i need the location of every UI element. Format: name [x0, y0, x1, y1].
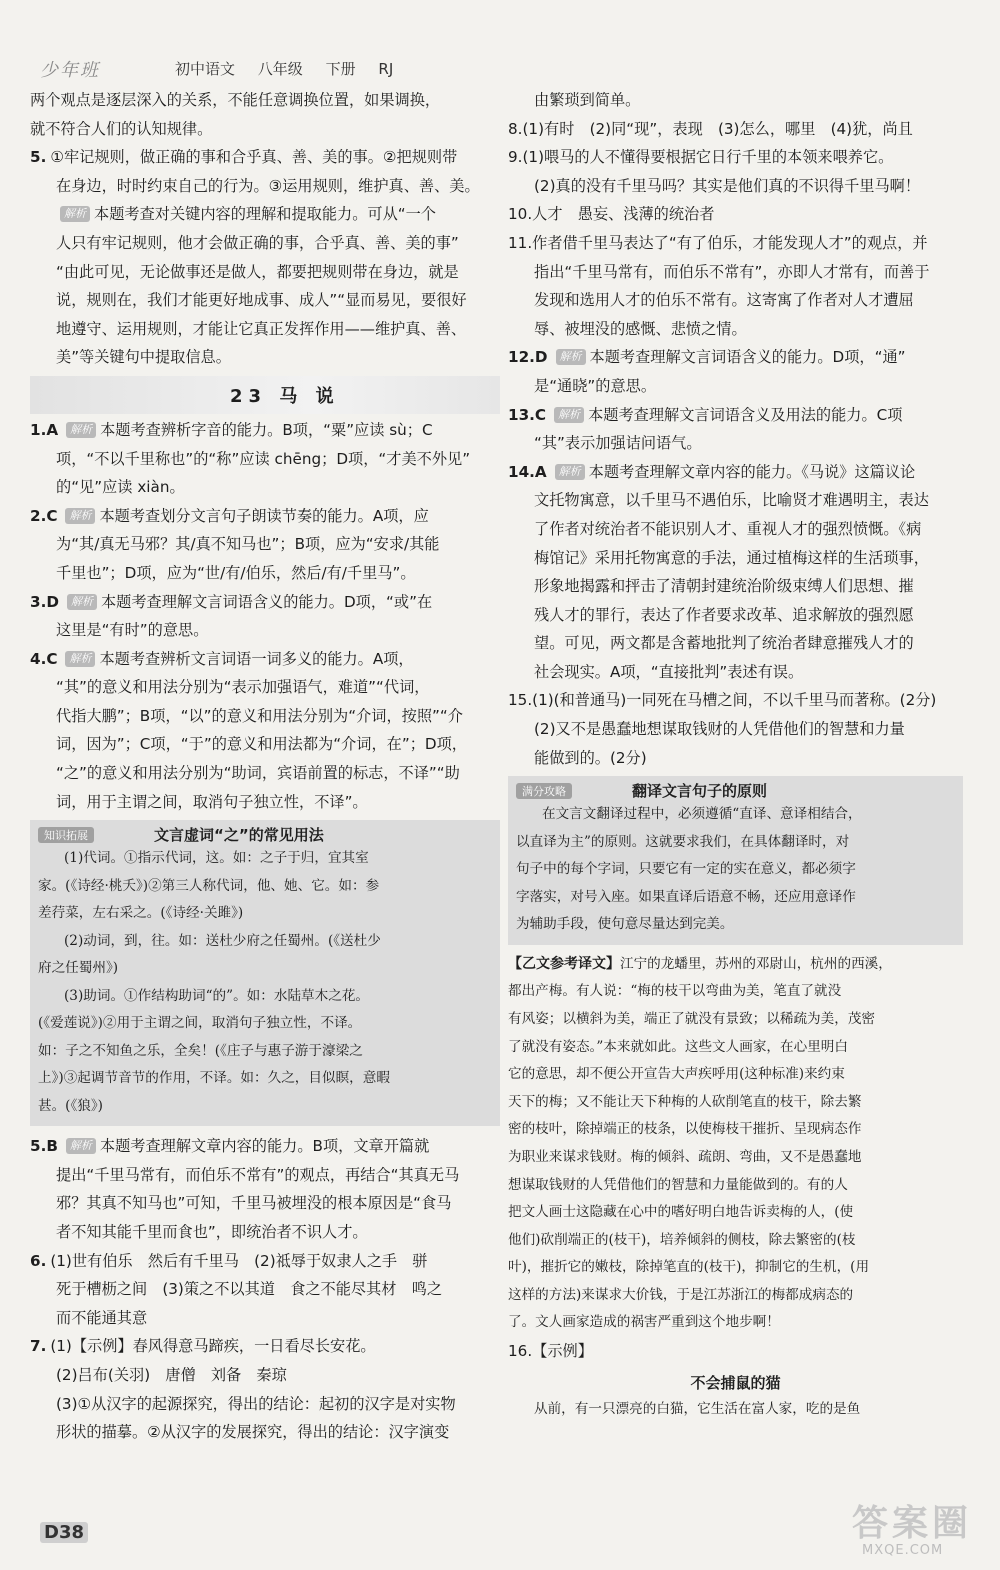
text-line: 上》)③起调节音节的作用，不译。如：久之，目似瞑，意暇	[38, 1070, 390, 1087]
box-title: 文言虚词“之”的常见用法	[154, 826, 324, 845]
answer-4	[30, 645, 500, 817]
text-line: 在文言文翻译过程中，必须遵循“直译、意译相结合，	[542, 806, 862, 823]
knowledge-box	[30, 820, 500, 1126]
text-line: 密的枝叶，除掉端正的枝条，以使梅枝干摧折、呈现病态作	[508, 1121, 862, 1138]
right-column	[508, 86, 963, 1423]
essay-text: 从前，有一只漂亮的白猫，它生活在富人家，吃的是鱼	[534, 1400, 861, 1417]
text-line: 本题考查划分文言句子朗读节奏的能力。A项，应	[99, 506, 429, 525]
text-line: 天下的梅；又不能让天下种梅的人砍削笔直的枝干，除去繁	[508, 1093, 862, 1110]
text-line: 差荇菜，左右采之。(《诗经·关雎》)	[38, 905, 244, 922]
text-line: 甚。(《狼》)	[38, 1097, 103, 1114]
answer-6	[30, 1247, 500, 1333]
question-number: 12.D	[508, 348, 548, 367]
text-line: 本题考查辨析文言词语一词多义的能力。A项，	[99, 649, 414, 668]
answer-9: 9.(1)喂马的人不懂得要根据它日行千里的本领来喂养它。	[508, 148, 894, 167]
text-line: 文托物寓意，以千里马不遇伯乐，比喻贤才难遇明主，表达	[534, 491, 929, 510]
left-column	[30, 86, 500, 1447]
analysis-tag: 解析	[554, 407, 584, 423]
text-line: 梅馆记》采用托物寓意的手法，通过植梅这样的生活琐事，	[534, 548, 929, 567]
text-line: 本题考查辨析字音的能力。B项，“粟”应读 sù；C	[100, 420, 433, 439]
text-line: 发现和选用人才的伯乐不常有。这寄寓了作者对人才遭屈	[534, 291, 914, 310]
text-line: 字落实，对号入座。如果直译后语意不畅，还应用意译作	[516, 888, 856, 905]
analysis-tag: 解析	[67, 594, 97, 610]
text-line: 形状的描摹。②从汉字的发展探究，得出的结论：汉字演变	[56, 1423, 450, 1442]
text-line: 想谋取钱财的人凭借他们的智慧和力量能做到的。有的人	[508, 1176, 848, 1193]
text-line: 形象地揭露和抨击了清朝封建统治阶级束缚人们思想、摧	[534, 577, 914, 596]
text-line: (2)真的没有千里马吗？其实是他们真的不识得千里马啊！	[534, 176, 921, 195]
text-line: (1)代词。①指示代词，这。如：之子于归，宜其室	[64, 850, 369, 867]
text-line: 人只有牢记规则，他才会做正确的事，合乎真、善、美的事”	[56, 233, 459, 252]
text-line: 为职业来谋求钱财。梅的倾斜、疏朗、弯曲，又不是愚蠢地	[508, 1148, 862, 1165]
text-line: (2)吕布(关羽) 唐僧 刘备 秦琼	[56, 1366, 287, 1384]
brand-logo: 少年班	[40, 60, 100, 81]
text-line: 而不能通其意	[56, 1308, 148, 1327]
text-line: 项，“不以千里称也”的“称”应读 chēng；D项，“才美不外见”	[56, 449, 471, 468]
text-line: 就不符合人们的认知规律。	[30, 119, 213, 138]
translation-section	[508, 951, 963, 1337]
text-line: 这样的方法)来谋求大价钱，于是江苏浙江的梅都成病态的	[508, 1286, 854, 1303]
text-line: 代指大鹏”；B项，“以”的意义和用法分别为“介词，按照”“介	[56, 706, 463, 725]
question-number: 5.B	[30, 1137, 58, 1156]
text-line: 残人才的罪行，表达了作者要求改革、追求解放的强烈愿	[534, 605, 914, 624]
text-line: 家。(《诗经·桃夭》)②第三人称代词，他、她、它。如：参	[38, 877, 380, 894]
text-line: 美”等关键句中提取信息。	[56, 348, 231, 367]
text-line: 说，规则在，我们才能更好地成事、成人”“显而易见，要很好	[56, 291, 467, 310]
text-line: 为“其/真无马邪？其/真不知马也”；B项，应为“安求/其能	[56, 535, 440, 554]
answer-12	[508, 343, 963, 400]
text-line: 他们)砍削端正的(枝干)，培养倾斜的侧枝，除去繁密的(枝	[508, 1231, 856, 1248]
answer-16: 16.【示例】	[508, 1342, 593, 1361]
question-number: 6.	[30, 1251, 47, 1270]
text-line: (3)①从汉字的起源探究，得出的结论：起初的汉字是对实物	[56, 1394, 456, 1413]
answer-5b	[30, 1132, 500, 1246]
question-number: 5.	[30, 148, 47, 167]
text-line: “由此可见，无论做事还是做人，都要把规则带在身边，就是	[56, 262, 459, 281]
text-line: 望。可见，两文都是含蓄地批判了统治者肆意摧残人才的	[534, 634, 914, 653]
text-line: 邪？其真不知马也”可知，千里马被埋没的根本原因是“食马	[56, 1194, 452, 1213]
analysis-tag: 解析	[66, 422, 96, 438]
text-line: 句子中的每个字词，只要它有一定的实在意义，都必须字	[516, 861, 856, 878]
text-line: 的“见”应读 xiàn。	[56, 478, 185, 497]
tips-box	[508, 776, 963, 945]
text-line: 是“通晓”的意思。	[534, 376, 657, 395]
text-line: 都出产梅。有人说：“梅的枝干以弯曲为美，笔直了就没	[508, 983, 842, 1000]
text-line: 由繁琐到简单。	[534, 91, 641, 109]
box-tag: 满分攻略	[516, 783, 572, 799]
text-line: 府之任蜀州》)	[38, 960, 119, 977]
answer-13	[508, 401, 963, 458]
text-line: 本题考查理解文章内容的能力。《马说》这篇议论	[588, 462, 916, 481]
text-line: (1)世有伯乐 然后有千里马 (2)祗辱于奴隶人之手 骈	[50, 1251, 428, 1270]
text-line: 死于槽枥之间 (3)策之不以其道 食之不能尽其材 鸣之	[56, 1280, 443, 1299]
answer-5	[30, 143, 500, 372]
question-number: 7.	[30, 1337, 47, 1356]
text-line: 辱、被埋没的感慨、悲愤之情。	[534, 319, 747, 338]
analysis-tag: 解析	[65, 651, 95, 667]
text-line: “之”的意义和用法分别为“助词，宾语前置的标志，不译”“助	[56, 764, 460, 783]
grade-label: 八年级	[257, 60, 303, 78]
text-line: 本题考查对关键内容的理解和提取能力。可从“一个	[94, 205, 436, 224]
text-line: 提出“千里马常有，而伯乐不常有”的观点，再结合“其真无马	[56, 1165, 460, 1184]
text-line: ①牢记规则，做正确的事和合乎真、善、美的事。②把规则带	[50, 148, 458, 167]
text-line: 本题考查理解文言词语含义及用法的能力。C项	[588, 405, 903, 424]
question-number: 1.A	[30, 420, 59, 439]
book-info	[175, 58, 411, 79]
text-line: 为辅助手段，使句意尽量达到完美。	[516, 916, 734, 933]
answer-7	[30, 1332, 500, 1446]
text-line: 千里也”；D项，应为“世/有/伯乐，然后/有/千里马”。	[56, 563, 416, 582]
question-number: 2.C	[30, 506, 58, 525]
subject-label: 初中语文	[175, 60, 236, 78]
text-line: 了就没有姿态。”本来就如此。这些文人画家，在心里明白	[508, 1038, 848, 1055]
text-line: “其”的意义和用法分别为“表示加强语气，难道”“代词，	[56, 678, 430, 697]
analysis-tag: 解析	[60, 206, 90, 222]
text-line: 能做到的。(2分)	[534, 748, 647, 767]
answer-15	[508, 686, 963, 772]
text-line: 指出“千里马常有，而伯乐不常有”，亦即人才常有，而善于	[534, 262, 930, 281]
intro-paragraph	[30, 86, 500, 143]
text-line: 有风姿；以横斜为美，端正了就没有景致；以稀疏为美，茂密	[508, 1010, 876, 1027]
text-line: 了作者对统治者不能识别人才、重视人才的强烈愤慨。《病	[534, 519, 922, 538]
analysis-tag: 解析	[66, 1138, 96, 1154]
answer-14	[508, 458, 963, 687]
edition-label: RJ	[378, 60, 394, 78]
text-line: 本题考查理解文言词语含义的能力。D项，“或”在	[100, 592, 433, 611]
text-line: 社会现实。A项，“直接批判”表述有误。	[534, 662, 804, 681]
text-line: 如：子之不知鱼之乐，全矣！(《庄子与惠子游于濠梁之	[38, 1042, 363, 1059]
box-tag: 知识拓展	[38, 827, 94, 843]
text-line: 叶)，摧折它的嫩枝，除掉笔直的(枝干)，抑制它的生机，(用	[508, 1259, 870, 1276]
answer-2	[30, 502, 500, 588]
page-number: D38	[40, 1522, 88, 1543]
section-title-banner	[30, 376, 500, 414]
answer-8: 8.(1)有时 (2)同“现”，表现 (3)怎么，哪里 (4)犹，尚且	[508, 119, 913, 138]
text-line: (1)【示例】春风得意马蹄疾，一日看尽长安花。	[50, 1337, 376, 1356]
text-line: “其”表示加强诘问语气。	[534, 434, 702, 453]
text-line: 两个观点是逐层深入的关系，不能任意调换位置，如果调换，	[30, 91, 441, 109]
question-number: 13.C	[508, 405, 547, 424]
question-number: 4.C	[30, 649, 58, 668]
question-number: 3.D	[30, 592, 59, 611]
answer-10: 10.人才 愚妄、浅薄的统治者	[508, 205, 715, 224]
watermark-logo	[852, 1505, 972, 1563]
analysis-tag: 解析	[555, 464, 585, 480]
text-line: 词，因为”；C项，“于”的意义和用法都为“介词，在”；D项，	[56, 735, 467, 754]
box-title: 翻译文言句子的原则	[632, 782, 768, 801]
watermark-url: MXQE.COM	[862, 1543, 944, 1558]
analysis-tag: 解析	[556, 349, 586, 365]
text-line: 15.(1)(和普通马)一同死在马槽之间，不以千里马而著称。(2分)	[508, 691, 937, 710]
page-header	[30, 52, 970, 82]
text-line: (3)助词。①作结构助词“的”。如：水陆草木之花。	[64, 987, 370, 1004]
watermark-text: 答案圈	[852, 1503, 973, 1544]
text-line: (2)又不是愚蠢地想谋取钱财的人凭借他们的智慧和力量	[534, 720, 905, 739]
text-line: (2)动词，到，往。如：送杜少府之任蜀州。(《送杜少	[64, 932, 381, 949]
text-line: 本题考查理解文言词语含义的能力。D项，“通”	[589, 348, 906, 367]
essay-title: 不会捕鼠的猫	[690, 1373, 781, 1392]
text-line: 把文人画士这隐藏在心中的嗜好明白地告诉卖梅的人，(使	[508, 1204, 854, 1221]
text-line: 本题考查理解文章内容的能力。B项，文章开篇就	[99, 1137, 430, 1156]
text-line: 这里是“有时”的意思。	[56, 621, 209, 640]
analysis-tag: 解析	[65, 508, 95, 524]
text-line: 地遵守、运用规则，才能让它真正发挥作用——维护真、善、	[56, 319, 467, 338]
term-label: 下册	[325, 60, 356, 78]
text-line: 词，用于主谓之间，取消句子独立性，不译”。	[56, 792, 368, 811]
text-line: 了。文人画家造成的祸害严重到这个地步啊！	[508, 1314, 780, 1331]
text-line: 者不知其能千里而食也”，即统治者不识人才。	[56, 1223, 368, 1242]
text-line: (《爱莲说》)②用于主谓之间，取消句子独立性，不译。	[38, 1015, 362, 1032]
text-line: 江宁的龙蟠里，苏州的邓尉山，杭州的西溪，	[620, 955, 892, 972]
question-number: 14.A	[508, 462, 547, 481]
text-line: 它的意思，却不便公开宣告大声疾呼用(这种标准)来约束	[508, 1066, 845, 1083]
section-title: 23 马 说	[230, 385, 340, 407]
text-line: 在身边，时时约束自己的行为。③运用规则，维护真、善、美。	[56, 176, 480, 195]
answer-1	[30, 416, 500, 502]
text-line: 以直译为主”的原则。这就要求我们，在具体翻译时，对	[516, 833, 850, 850]
answer-3	[30, 588, 500, 645]
translation-label: 【乙文参考译文】	[508, 955, 620, 972]
answer-11: 11.作者借千里马表达了“有了伯乐，才能发现人才”的观点，并	[508, 233, 928, 252]
